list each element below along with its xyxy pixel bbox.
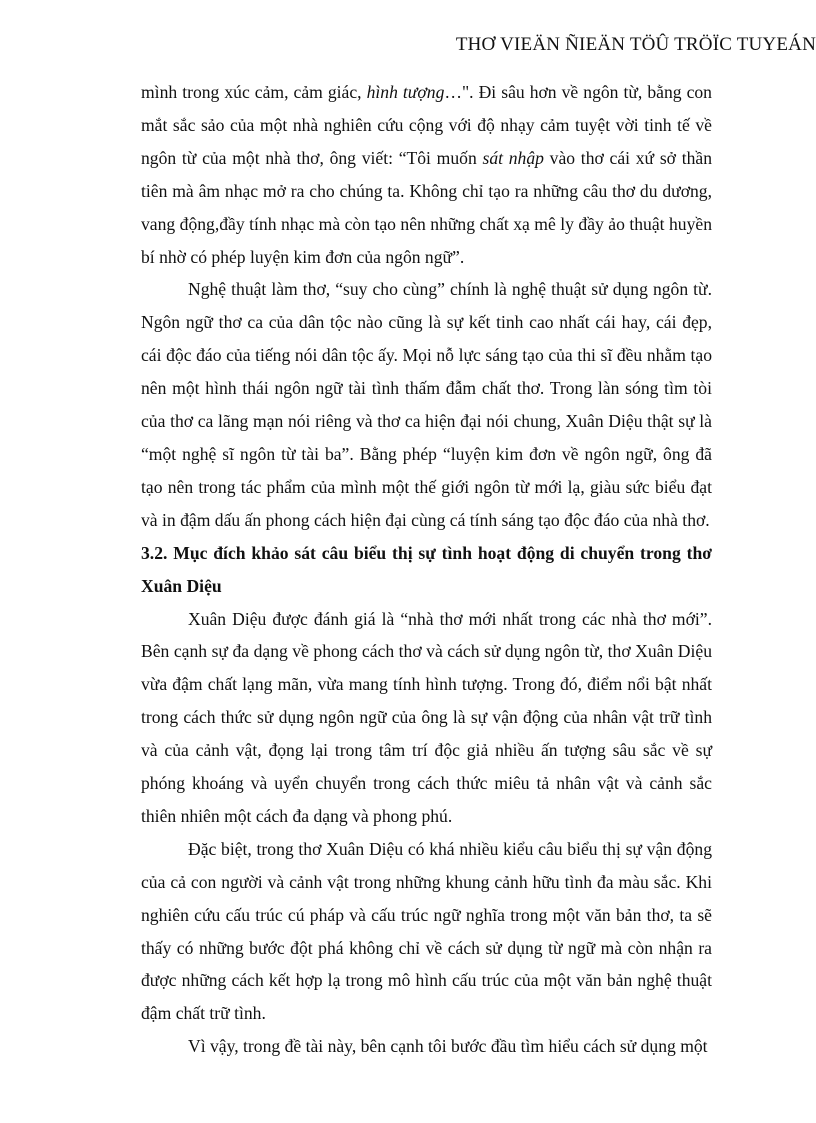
page-header: THƠ VIEÄN ÑIEÄN TÖÛ TRÖÏC TUYEÁN [455, 34, 816, 55]
paragraph-text: vào thơ cái xứ sở thần tiên mà âm nhạc mở ra cho chúng ta. Không chỉ tạo ra những câu thơ du dương, vang động,đầy tính nhạc mà còn tạo nên những chất xạ mê ly đầy ảo thuật huyền bí nhờ có phép luyện kim đơn của ngôn ngữ”. [141, 147, 712, 267]
paragraph [141, 76, 712, 273]
section-heading: 3.2. Mục đích khảo sát câu biểu thị sự tình hoạt động di chuyển trong thơ Xuân Diệu [141, 542, 712, 596]
document-body [141, 76, 712, 1063]
paragraph-text: …". Đi sâu hơn về ngôn từ, bằng con mắt sắc sảo của một nhà nghiên cứu cộng với độ nhạy cảm tuyệt vời tinh tế về ngôn từ của một nhà thơ, ông viết: “Tôi muốn [141, 82, 712, 168]
paragraph: Vì vậy, trong đề tài này, bên cạnh tôi bước đầu tìm hiểu cách sử dụng một [188, 1036, 708, 1057]
paragraph: Đặc biệt, trong thơ Xuân Diệu có khá nhiều kiểu câu biểu thị sự vận động của cả con người và cảnh vật trong những khung cảnh hữu tình đa màu sắc. Khi nghiên cứu cấu trúc cú pháp và cấu trúc ngữ nghĩa trong một văn bản thơ, ta sẽ thấy có những bước đột phá không chỉ về cách sử dụng từ ngữ mà còn nhận ra được những cách kết hợp lạ trong mô hình cấu trúc của một văn bản nghệ thuật đậm chất trữ tình. [141, 838, 712, 1024]
paragraph-text: mình trong xúc cảm, cảm giác, [141, 82, 367, 102]
italic-term: sát nhập [482, 147, 544, 168]
italic-term: hình tượng [366, 82, 445, 102]
paragraph: Nghệ thuật làm thơ, “suy cho cùng” chính là nghệ thuật sử dụng ngôn từ. Ngôn ngữ thơ ca của dân tộc nào cũng là sự kết tinh cao nhất cái hay, cái đẹp, cái độc đáo của tiếng nói dân tộc ấy. Mọi nỗ lực sáng tạo của thi sĩ đều nhằm tạo nên một hình thái ngôn ngữ tài tình thấm đẫm chất thơ. Trong làn sóng tìm tòi của thơ ca lãng mạn nói riêng và thơ ca hiện đại nói chung, Xuân Diệu thật sự là “một nghệ sĩ ngôn từ tài ba”. Bằng phép “luyện kim đơn về ngôn ngữ, ông đã tạo nên trong tác phẩm của mình một thế giới ngôn từ mới lạ, giàu sức biểu đạt và in đậm dấu ấn phong cách hiện đại cùng cá tính sáng tạo độc đáo của nhà thơ. [141, 279, 712, 530]
paragraph: Xuân Diệu được đánh giá là “nhà thơ mới nhất trong các nhà thơ mới”. Bên cạnh sự đa dạng về phong cách thơ và cách sử dụng ngôn từ, thơ Xuân Diệu vừa đậm chất lạng mãn, vừa mang tính hình tượng. Trong đó, điểm nổi bật nhất trong cách thức sử dụng ngôn ngữ của ông là sự vận động của nhân vật trữ tình và của cảnh vật, đọng lại trong tâm trí độc giả nhiều ấn tượng sâu sắc về sự phóng khoáng và uyển chuyển trong cách thức miêu tả nhân vật và cảnh sắc thiên nhiên một cách đa dạng và phong phú. [141, 608, 712, 826]
